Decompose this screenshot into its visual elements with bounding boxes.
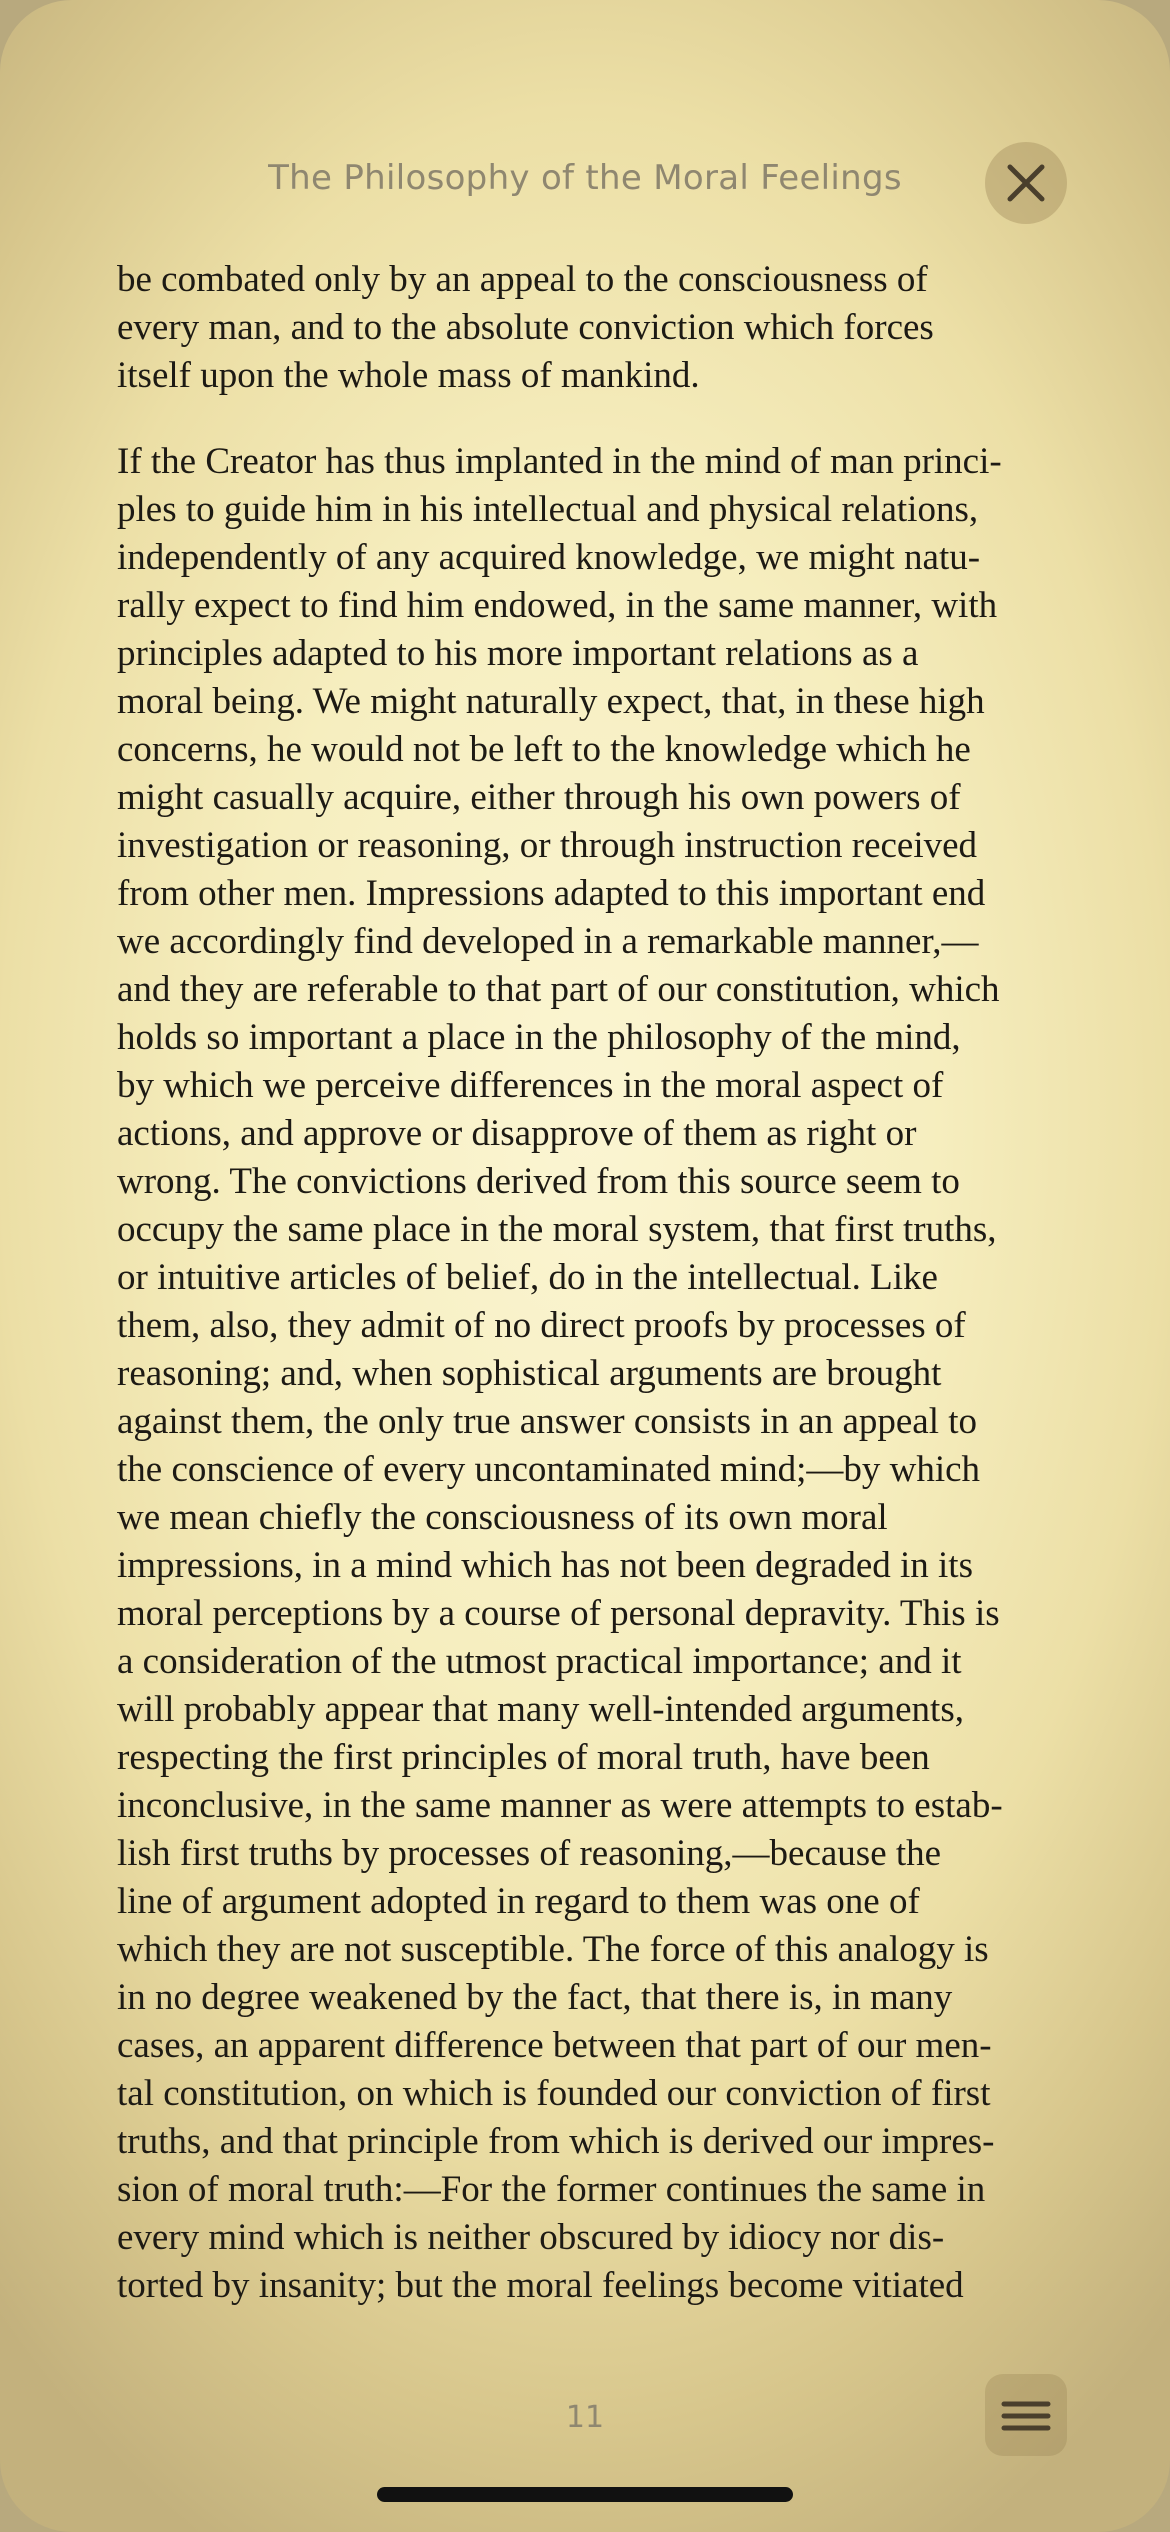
paragraph — [117, 438, 1062, 2310]
reader-menu-button[interactable] — [985, 2374, 1067, 2456]
text-line: and they are referable to that part of our constitution, which — [117, 969, 1000, 1010]
text-line: them, also, they admit of no direct proofs by processes of — [117, 1305, 966, 1346]
text-line: against them, the only true answer consists in an appeal to — [117, 1401, 978, 1442]
text-line: might casually acquire, either through his own powers of — [117, 777, 961, 818]
text-line: be combated only by an appeal to the consciousness of — [117, 259, 928, 300]
text-line: wrong. The convictions derived from this source seem to — [117, 1161, 960, 1202]
text-line: occupy the same place in the moral system, that first truths, — [117, 1209, 997, 1250]
paragraph — [117, 256, 1062, 400]
text-line: or intuitive articles of belief, do in the intellectual. Like — [117, 1257, 938, 1298]
text-line: every man, and to the absolute conviction which forces — [117, 307, 934, 348]
text-line: in no degree weakened by the fact, that there is, in many — [117, 1977, 953, 2018]
text-line: every mind which is neither obscured by idiocy nor dis- — [117, 2217, 945, 2258]
text-line: moral being. We might naturally expect, that, in these high — [117, 681, 985, 722]
text-line: actions, and approve or disapprove of them as right or — [117, 1113, 917, 1154]
text-line: truths, and that principle from which is derived our impres- — [117, 2121, 995, 2162]
text-line: holds so important a place in the philosophy of the mind, — [117, 1017, 961, 1058]
text-line: line of argument adopted in regard to them was one of — [117, 1881, 920, 1922]
text-line: concerns, he would not be left to the knowledge which he — [117, 729, 971, 770]
book-text[interactable] — [117, 256, 1062, 2310]
text-line: the conscience of every uncontaminated mind;—by which — [117, 1449, 981, 1490]
text-line: independently of any acquired knowledge, we might natu- — [117, 537, 981, 578]
text-line: itself upon the whole mass of mankind. — [117, 355, 700, 396]
text-line: cases, an apparent difference between that part of our men- — [117, 2025, 992, 2066]
text-line: investigation or reasoning, or through instruction received — [117, 825, 978, 866]
menu-icon — [985, 2374, 1067, 2456]
text-line: from other men. Impressions adapted to this important end — [117, 873, 986, 914]
text-line: reasoning; and, when sophistical arguments are brought — [117, 1353, 942, 1394]
text-line: tal constitution, on which is founded our conviction of first — [117, 2073, 991, 2114]
close-button[interactable] — [985, 142, 1067, 224]
text-line: moral perceptions by a course of personal depravity. This is — [117, 1593, 1000, 1634]
text-line: sion of moral truth:—For the former continues the same in — [117, 2169, 986, 2210]
text-line: we mean chiefly the consciousness of its own moral — [117, 1497, 888, 1538]
text-line: torted by insanity; but the moral feelings become vitiated — [117, 2265, 964, 2306]
text-line: ples to guide him in his intellectual and physical relations, — [117, 489, 979, 530]
text-line: by which we perceive differences in the moral aspect of — [117, 1065, 944, 1106]
text-line: inconclusive, in the same manner as were attempts to estab- — [117, 1785, 1003, 1826]
text-line: principles adapted to his more important relations as a — [117, 633, 919, 674]
text-line: rally expect to find him endowed, in the same manner, with — [117, 585, 998, 626]
text-line: a consideration of the utmost practical importance; and it — [117, 1641, 962, 1682]
text-line: we accordingly find developed in a remarkable manner,— — [117, 921, 979, 962]
home-indicator[interactable] — [377, 2487, 793, 2502]
text-line: impressions, in a mind which has not been degraded in its — [117, 1545, 973, 1586]
text-line: which they are not susceptible. The force of this analogy is — [117, 1929, 989, 1970]
text-line: If the Creator has thus implanted in the mind of man princi- — [117, 441, 1002, 482]
page-number: 11 — [565, 2400, 605, 2435]
book-title: The Philosophy of the Moral Feelings — [268, 158, 902, 198]
text-line: lish first truths by processes of reasoning,—because the — [117, 1833, 942, 1874]
text-line: will probably appear that many well-intended arguments, — [117, 1689, 964, 1730]
text-line: respecting the first principles of moral truth, have been — [117, 1737, 930, 1778]
close-icon — [985, 142, 1067, 224]
